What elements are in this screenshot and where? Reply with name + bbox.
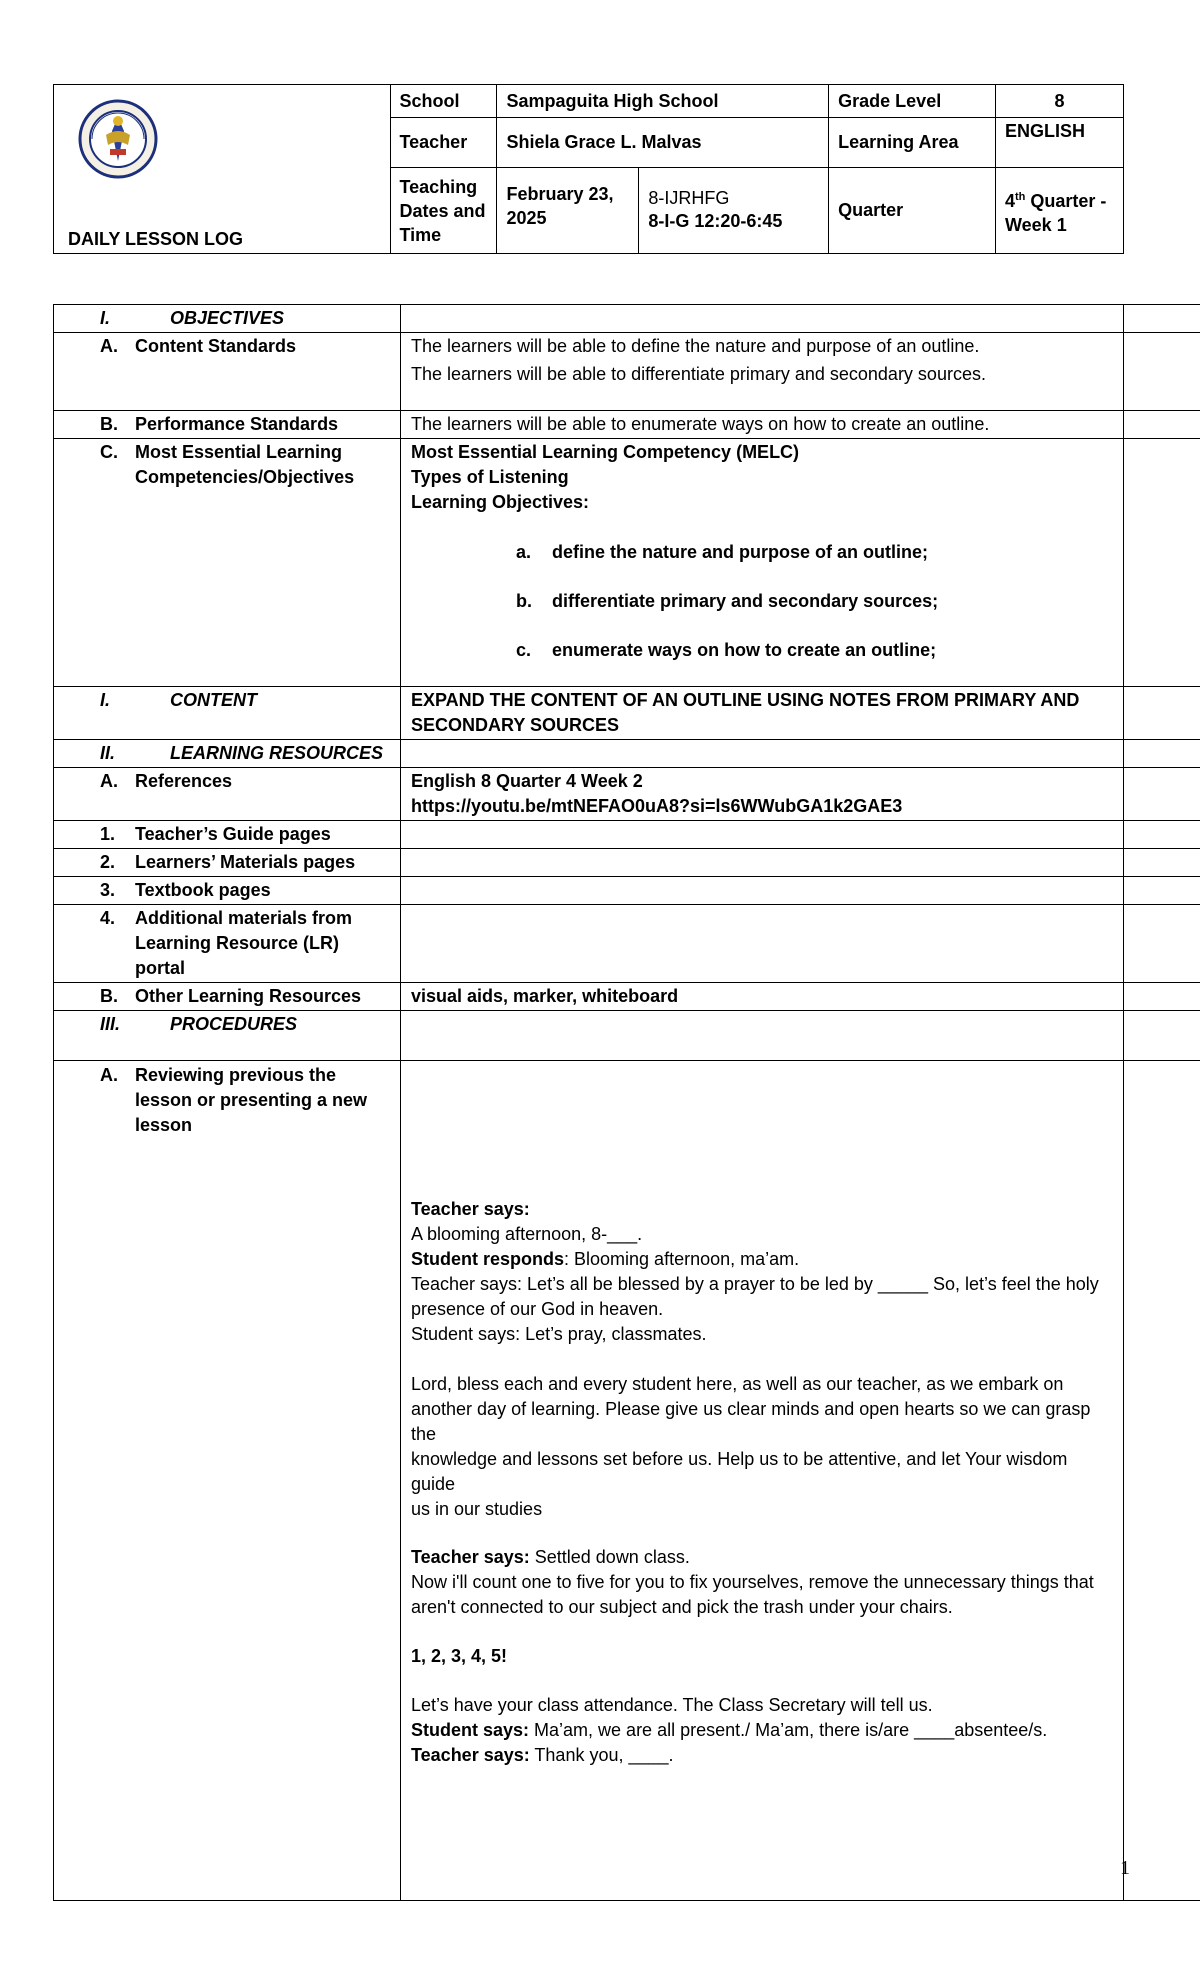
reference-link[interactable]: https://youtu.be/mtNEFAO0uA8?si=ls6WWubGA1k2GAE3 [411, 796, 903, 816]
logo-cell [54, 85, 391, 254]
other-resources-text: visual aids, marker, whiteboard [401, 983, 1124, 1011]
teacher-value: Shiela Grace L. Malvas [497, 118, 829, 168]
content-standard-1: The learners will be able to define the nature and purpose of an outline. [411, 336, 980, 356]
row-references: A. References English 8 Quarter 4 Week 2 https://youtu.be/mtNEFAO0uA8?si=ls6WWubGA1k2GAE3 [54, 768, 1200, 821]
melc-title: Most Essential Learning Competency (MELC) [411, 442, 800, 462]
teachers-guide-label: Teacher’s Guide pages [135, 824, 331, 844]
dates-label: Teaching Dates and Time [390, 168, 497, 254]
quarter-value: 4th Quarter - Week 1 [996, 168, 1124, 254]
performance-standards-label: Performance Standards [135, 414, 339, 434]
row-review: A. Reviewing previous the lesson or presenting a new lesson Teacher says: A blooming afternoon, 8-___. Student responds: Blooming afternoon, ma’am. Teacher says: Let’s all be blessed by a prayer to be led by _____ So, let’s feel the holy presence of our God in heaven. Student says: Let’s pray, classmates. Lord, bless each and every student here, as well as our teacher, as we embark on another day of learning. Please give us clear minds and open hearts so we can grasp the knowledge and lessons set before us. Help us to be attentive, and let Your wisdom guide us in our studies Teacher says: Settled down class. Now i'll count one to five for you to fix yourselves, remove the unnecessary things that aren't connected to our subject and pick the trash under your chairs. 1, 2, 3, 4, 5! Let’s have your class attendance. The Class Secretary will tell us. Student says: Ma’am, we are all present./ Ma’am, there is/are ____absentee/s. Teacher says: Thank you, ____. [54, 1061, 1200, 1901]
page-number: 1 [1120, 1857, 1130, 1879]
section-content: CONTENT [170, 690, 257, 710]
content-text-2: SECONDARY SOURCES [411, 715, 620, 735]
row-objectives: I. OBJECTIVES [54, 305, 1200, 333]
quarter-label: Quarter [829, 168, 996, 254]
references-label: References [135, 771, 233, 791]
melc-type: Types of Listening [411, 467, 569, 487]
deped-seal-icon [58, 91, 188, 179]
row-teachers-guide: 1. Teacher’s Guide pages [54, 821, 1200, 849]
row-other-resources: B. Other Learning Resources visual aids, marker, whiteboard [54, 983, 1200, 1011]
prayer-text: Lord, bless each and every student here, as well as our teacher, as we embark on another day of learning. Please give us clear minds and open hearts so we can grasp the knowledge and lessons set before us. Help us to be attentive, and let Your wisdom guide us in our studies [411, 1374, 1091, 1519]
row-content: I. CONTENT EXPAND THE CONTENT OF AN OUTLINE USING NOTES FROM PRIMARY AND SECONDARY SOURCES [54, 687, 1200, 740]
textbook-label: Textbook pages [135, 880, 271, 900]
content-standards-label: Content Standards [135, 336, 297, 356]
row-melc: C. Most Essential Learning Competencies/Objectives Most Essential Learning Competency (MELC) Types of Listening Learning Objectives: a. define the nature and purpose of an outline; b. differentiate primary and secondary sources; c. enumerate ways on how to create an outline; [54, 439, 1200, 687]
grade-label: Grade Level [829, 85, 996, 118]
content-standard-2: The learners will be able to differentiate primary and secondary sources. [411, 364, 986, 384]
lesson-table [53, 304, 1200, 1901]
performance-standard-text: The learners will be able to enumerate ways on how to create an outline. [401, 411, 1124, 439]
school-label: School [390, 85, 497, 118]
review-script: Teacher says: A blooming afternoon, 8-___. Student responds: Blooming afternoon, ma’am. Teacher says: Let’s all be blessed by a prayer to be led by _____ So, let’s feel the holy presence of our God in heaven. Student says: Let’s pray, classmates. Lord, bless each and every student here, as well as our teacher, as we embark on another day of learning. Please give us clear minds and open hearts so we can grasp the knowledge and lessons set before us. Help us to be attentive, and let Your wisdom guide us in our studies Teacher says: Settled down class. Now i'll count one to five for you to fix yourselves, remove the unnecessary things that aren't connected to our subject and pick the trash under your chairs. 1, 2, 3, 4, 5! Let’s have your class attendance. The Class Secretary will tell us. Student says: Ma’am, we are all present./ Ma’am, there is/are ____absentee/s. Teacher says: Thank you, ____. [401, 1061, 1124, 1901]
doc-title: DAILY LESSON LOG [68, 229, 244, 249]
objective-c: c. enumerate ways on how to create an outline; [516, 640, 937, 660]
date-value: February 23, 2025 [497, 168, 639, 254]
header-table [53, 84, 1124, 254]
learners-materials-label: Learners’ Materials pages [135, 852, 356, 872]
row-procedures: III. PROCEDURES [54, 1011, 1200, 1061]
area-label: Learning Area [829, 118, 996, 168]
area-value: ENGLISH [996, 118, 1124, 168]
row-learning-resources: II. LEARNING RESOURCES [54, 740, 1200, 768]
grade-value: 8 [996, 85, 1124, 118]
section-learning-resources: LEARNING RESOURCES [170, 743, 384, 763]
row-textbook: 3. Textbook pages [54, 877, 1200, 905]
row-content-standards: A. Content Standards The learners will be able to define the nature and purpose of an outline. The learners will be able to differentiate primary and secondary sources. [54, 333, 1200, 411]
melc-label: Most Essential Learning [135, 442, 343, 462]
section-value: 8-IJRHFG 8-I-G 12:20-6:45 [639, 168, 829, 254]
learning-objectives-title: Learning Objectives: [411, 492, 590, 512]
other-resources-label: Other Learning Resources [135, 986, 362, 1006]
section-procedures: PROCEDURES [170, 1014, 298, 1034]
row-additional-materials: 4. Additional materials from Learning Resource (LR) portal [54, 905, 1200, 983]
review-label: Reviewing previous the [135, 1065, 337, 1085]
objective-a: a. define the nature and purpose of an outline; [516, 542, 929, 562]
additional-materials-label: Additional materials from [135, 908, 353, 928]
reference-book: English 8 Quarter 4 Week 2 [411, 771, 643, 791]
teacher-label: Teacher [390, 118, 497, 168]
content-text-1: EXPAND THE CONTENT OF AN OUTLINE USING NOTES FROM PRIMARY AND [411, 690, 1080, 710]
row-learners-materials: 2. Learners’ Materials pages [54, 849, 1200, 877]
row-performance-standards: B. Performance Standards The learners will be able to enumerate ways on how to create an outline. [54, 411, 1200, 439]
section-objectives: OBJECTIVES [170, 308, 285, 328]
school-value: Sampaguita High School [497, 85, 829, 118]
objective-b: b. differentiate primary and secondary sources; [516, 591, 939, 611]
